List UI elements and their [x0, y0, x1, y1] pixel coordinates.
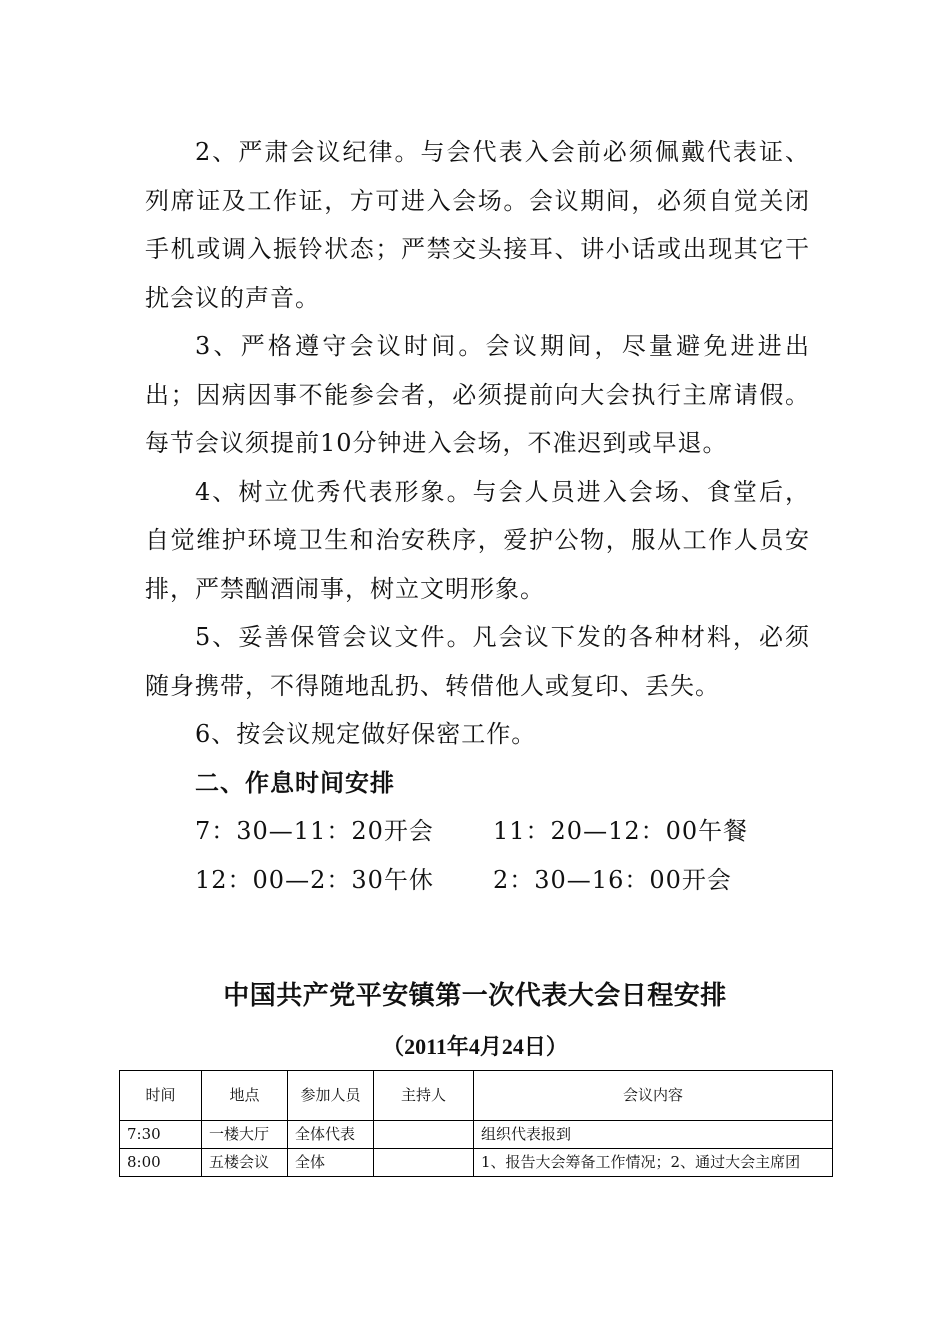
cell-content: 1、报告大会筹备工作情况；2、通过大会主席团 — [474, 1149, 833, 1177]
cell-host — [374, 1149, 474, 1177]
time-slot: 7：30—11：20开会 — [195, 817, 434, 845]
cell-location: 五楼会议 — [202, 1149, 288, 1177]
schedule-table — [119, 1070, 833, 1177]
rule-paragraph-4: 4、树立优秀代表形象。与会人员进入会场、食堂后，自觉维护环境卫生和治安秩序，爱护公物，服从工作人员安排，严禁酗酒闹事，树立文明形象。 — [145, 477, 810, 603]
schedule-title: 中国共产党平安镇第一次代表大会日程安排 — [223, 981, 727, 1011]
cell-time: 7:30 — [120, 1121, 202, 1149]
time-slot: 12：00—2：30午休 — [195, 865, 434, 894]
column-header-attendees: 参加人员 — [288, 1071, 374, 1121]
rule-paragraph-6: 6、按会议规定做好保密工作。 — [195, 720, 537, 748]
table-row — [120, 1149, 833, 1177]
schedule-date: （2011年4月24日） — [382, 1034, 568, 1059]
cell-attendees: 全体代表 — [288, 1121, 374, 1149]
cell-host — [374, 1121, 474, 1149]
column-header-content: 会议内容 — [474, 1071, 833, 1121]
rule-paragraph-3: 3、严格遵守会议时间。会议期间，尽量避免进进出出；因病因事不能参会者，必须提前向大会执行主席请假。每节会议须提前10分钟进入会场，不准迟到或早退。 — [145, 332, 810, 457]
rule-paragraph-5: 5、妥善保管会议文件。凡会议下发的各种材料，必须随身携带，不得随地乱扔、转借他人或复印、丢失。 — [145, 623, 810, 700]
column-header-time: 时间 — [120, 1071, 202, 1121]
cell-attendees: 全体 — [288, 1149, 374, 1177]
time-slot: 11：20—12：00午餐 — [493, 817, 749, 845]
table-header-row — [120, 1071, 833, 1121]
timetable-row — [145, 807, 810, 856]
table-row — [120, 1121, 833, 1149]
regulations-body — [145, 128, 810, 904]
cell-time: 8:00 — [120, 1149, 202, 1177]
cell-location: 一楼大厅 — [202, 1121, 288, 1149]
column-header-location: 地点 — [202, 1071, 288, 1121]
section-heading: 二、作息时间安排 — [195, 768, 395, 797]
cell-content: 组织代表报到 — [474, 1121, 833, 1149]
timetable-row — [145, 856, 810, 905]
rule-paragraph-2: 2、严肃会议纪律。与会代表入会前必须佩戴代表证、列席证及工作证，方可进入会场。会议期间，必须自觉关闭手机或调入振铃状态；严禁交头接耳、讲小话或出现其它干扰会议的声音。 — [145, 138, 810, 312]
column-header-host: 主持人 — [374, 1071, 474, 1121]
time-slot: 2：30—16：00开会 — [493, 865, 732, 894]
